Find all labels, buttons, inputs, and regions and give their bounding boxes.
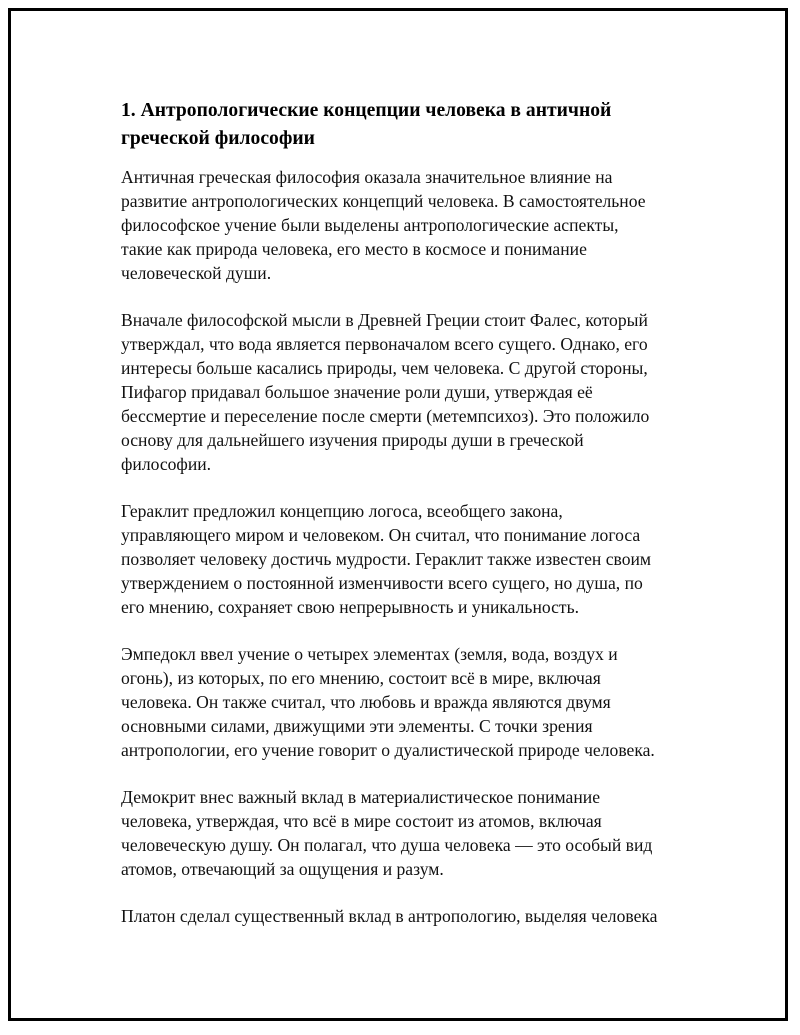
text-line: огонь), из которых, по его мнению, состоит всё в мире, включая xyxy=(121,668,601,688)
text-line: человека. Он также считал, что любовь и вражда являются двумя xyxy=(121,692,611,712)
text-line: Античная греческая философия оказала значительное влияние на xyxy=(121,167,613,187)
heading-line: 1. Антропологические концепции человека в античной xyxy=(121,100,612,121)
text-line: управляющего миром и человеком. Он считал, что понимание логоса xyxy=(121,525,641,545)
text-line: философии. xyxy=(121,454,212,474)
paragraph-heraclitus xyxy=(121,499,701,619)
paragraph-empedocles xyxy=(121,642,701,762)
text-line: Вначале философской мысли в Древней Греции стоит Фалес, который xyxy=(121,310,648,330)
text-line: философское учение были выделены антропологические аспекты, xyxy=(121,215,619,235)
document-body xyxy=(121,97,701,951)
section-heading xyxy=(121,97,701,153)
text-line: человеческой души. xyxy=(121,263,272,283)
text-line: развитие антропологических концепций человека. В самостоятельное xyxy=(121,191,646,211)
text-line: Платон сделал существенный вклад в антропологию, выделяя человека xyxy=(121,906,658,926)
heading-line: греческой философии xyxy=(121,128,315,149)
text-line: человеческую душу. Он полагал, что душа человека — это особый вид xyxy=(121,835,653,855)
text-line: Гераклит предложил концепцию логоса, всеобщего закона, xyxy=(121,501,563,521)
text-line: такие как природа человека, его место в космосе и понимание xyxy=(121,239,587,259)
text-line: основу для дальнейшего изучения природы души в греческой xyxy=(121,430,584,450)
text-line: человека, утверждая, что всё в мире состоит из атомов, включая xyxy=(121,811,602,831)
page-frame xyxy=(8,8,788,1021)
text-line: интересы больше касались природы, чем человека. С другой стороны, xyxy=(121,358,648,378)
text-line: Эмпедокл ввел учение о четырех элементах (земля, вода, воздух и xyxy=(121,644,618,664)
text-line: антропологии, его учение говорит о дуалистической природе человека. xyxy=(121,740,655,760)
text-line: его мнению, сохраняет свою непрерывность и уникальность. xyxy=(121,597,580,617)
text-line: утверждением о постоянной изменчивости всего сущего, но душа, по xyxy=(121,573,643,593)
text-line: бессмертие и переселение после смерти (метемпсихоз). Это положило xyxy=(121,406,650,426)
text-line: утверждал, что вода является первоначалом всего сущего. Однако, его xyxy=(121,334,648,354)
text-line: атомов, отвечающий за ощущения и разум. xyxy=(121,859,444,879)
text-line: Демокрит внес важный вклад в материалистическое понимание xyxy=(121,787,600,807)
text-line: позволяет человеку достичь мудрости. Гераклит также известен своим xyxy=(121,549,652,569)
paragraph-democritus xyxy=(121,785,701,881)
paragraph-plato xyxy=(121,904,701,928)
paragraph-thales xyxy=(121,308,701,476)
text-line: основными силами, движущими эти элементы. С точки зрения xyxy=(121,716,593,736)
paragraph-intro xyxy=(121,165,701,285)
text-line: Пифагор придавал большое значение роли души, утверждая её xyxy=(121,382,593,402)
